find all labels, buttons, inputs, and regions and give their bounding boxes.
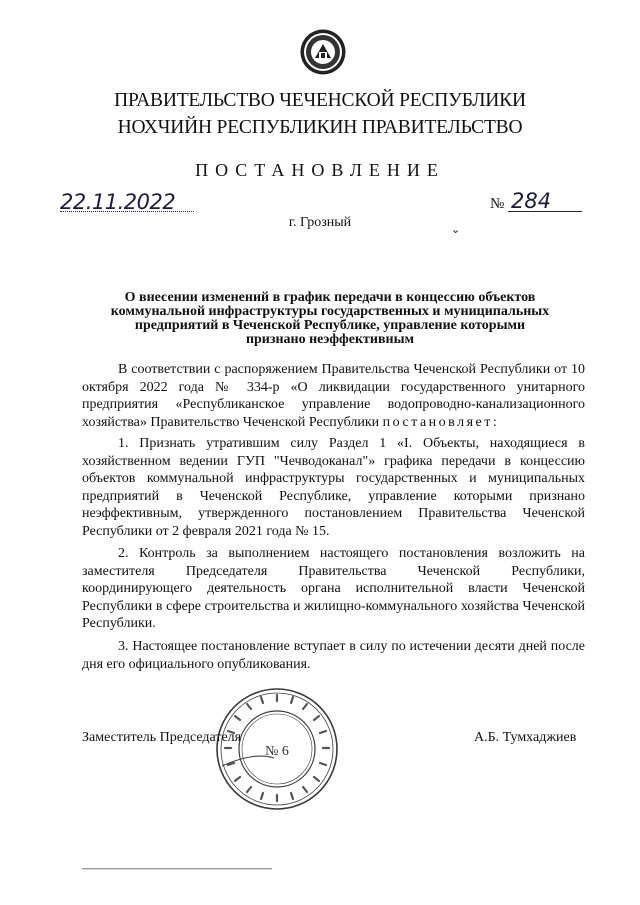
document-number: 284 (511, 189, 552, 213)
item-2-text: 2. Контроль за выполнением настоящего постановления возложить на заместителя Председателя Правительства Чеченской Республики, координирующего деятельность органа исполнительной власти Чеченской Республики в сфере строительства и жилищно-коммунального хозяйства Чеченской Республики. (82, 546, 585, 632)
date-underline (60, 211, 194, 212)
stamp-center-text: № 6 (265, 744, 289, 759)
number-sign: № (490, 196, 505, 212)
document-date: 22.11.2022 (60, 190, 176, 214)
signatory-position: Заместитель Председателя (82, 730, 242, 745)
city-line: г. Грозный (288, 215, 352, 230)
title-line: предприятий в Чеченской Республике, управление которыми (134, 318, 526, 333)
tick-mark: ⌄ (451, 224, 461, 236)
item-3-text: 3. Настоящее постановление вступает в силу по истечении десяти дней после дня его официального опубликования. (82, 639, 585, 672)
preamble-text: В соответствии с распоряжением Правительства Чеченской Республики от 10 октября 2022 года № 334-р «О ликвидации государственного унитарного предприятия «Республиканское управление водопроводно-канализационного хозяйства» Правительство Чеченской Республики (82, 362, 585, 430)
title-line: признано неэффективным (245, 332, 415, 347)
paragraph-item-3 (82, 638, 585, 673)
title-line: коммунальной инфраструктуры государственных и муниципальных (110, 304, 550, 319)
document-type: ПОСТАНОВЛЕНИЕ (195, 160, 445, 180)
item-1-text: 1. Признать утратившим силу Раздел 1 «I. Объекты, находящиеся в хозяйственном ведении ГУП "Чечводоканал"» графика передачи в концессию объектов коммунальной инфраструктуры государственных и муниципальных предприятий в Чеченской Республике, управление которыми признано неэффективным, утвержденного постановлением Правительства Чеченской Республики от 2 февраля 2021 года № 15. (82, 436, 585, 539)
file-path-footer (82, 866, 272, 872)
resolves-word: постановляет: (382, 414, 500, 430)
government-name-russian: ПРАВИТЕЛЬСТВО ЧЕЧЕНСКОЙ РЕСПУБЛИКИ (114, 90, 526, 111)
signatory-name: А.Б. Тумхаджиев (474, 730, 577, 745)
decree-title (100, 291, 560, 347)
number-underline (508, 211, 582, 212)
paragraph-item-1 (82, 435, 585, 541)
preamble-paragraph (82, 361, 585, 431)
government-name-chechen: НОХЧИЙН РЕСПУБЛИКИН ПРАВИТЕЛЬСТВО (117, 117, 523, 138)
coat-of-arms-icon (299, 28, 347, 76)
title-line: О внесении изменений в график передачи в концессию объектов (124, 290, 536, 305)
paragraph-item-2 (82, 545, 585, 633)
round-seal-stamp (214, 686, 340, 812)
